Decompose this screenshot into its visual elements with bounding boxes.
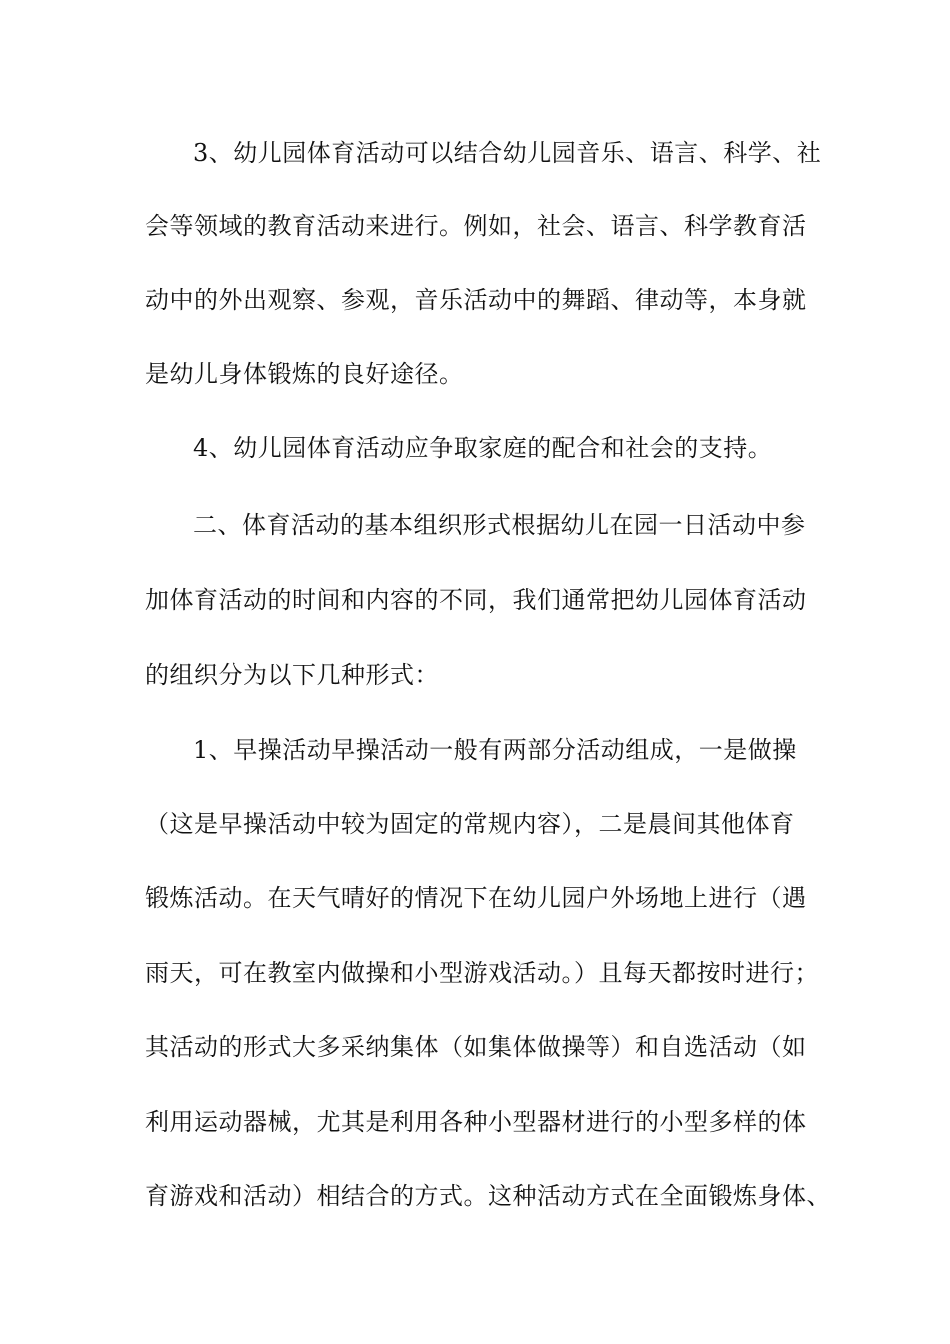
item-1-line-5: 其活动的形式大多采纳集体（如集体做操等）和自选活动（如 bbox=[145, 1033, 807, 1061]
item-1-line-3: 锻炼活动。在天气晴好的情况下在幼儿园户外场地上进行（遇 bbox=[145, 884, 807, 912]
paragraph-3-line-1: 3、幼儿园体育活动可以结合幼儿园音乐、语言、科学、社 bbox=[193, 139, 822, 167]
item-1-line-7: 育游戏和活动）相结合的方式。这种活动方式在全面锻炼身体、 bbox=[145, 1182, 831, 1210]
paragraph-4-line-1: 4、幼儿园体育活动应争取家庭的配合和社会的支持。 bbox=[193, 434, 773, 462]
item-1-line-1: 1、早操活动早操活动一般有两部分活动组成，一是做操 bbox=[193, 736, 797, 764]
paragraph-3-line-2: 会等领域的教育活动来进行。例如，社会、语言、科学教育活 bbox=[145, 212, 807, 240]
section-2-line-2: 加体育活动的时间和内容的不同，我们通常把幼儿园体育活动 bbox=[145, 586, 807, 614]
section-2-line-1: 二、体育活动的基本组织形式根据幼儿在园一日活动中参 bbox=[193, 511, 806, 539]
item-1-line-2: （这是早操活动中较为固定的常规内容），二是晨间其他体育 bbox=[145, 810, 795, 838]
section-2-line-3: 的组织分为以下几种形式： bbox=[145, 661, 439, 689]
item-1-line-4: 雨天，可在教室内做操和小型游戏活动。）且每天都按时进行； bbox=[145, 959, 819, 987]
item-1-line-6: 利用运动器械，尤其是利用各种小型器材进行的小型多样的体 bbox=[145, 1108, 807, 1136]
paragraph-3-line-3: 动中的外出观察、参观，音乐活动中的舞蹈、律动等，本身就 bbox=[145, 286, 807, 314]
paragraph-3-line-4: 是幼儿身体锻炼的良好途径。 bbox=[145, 360, 464, 388]
